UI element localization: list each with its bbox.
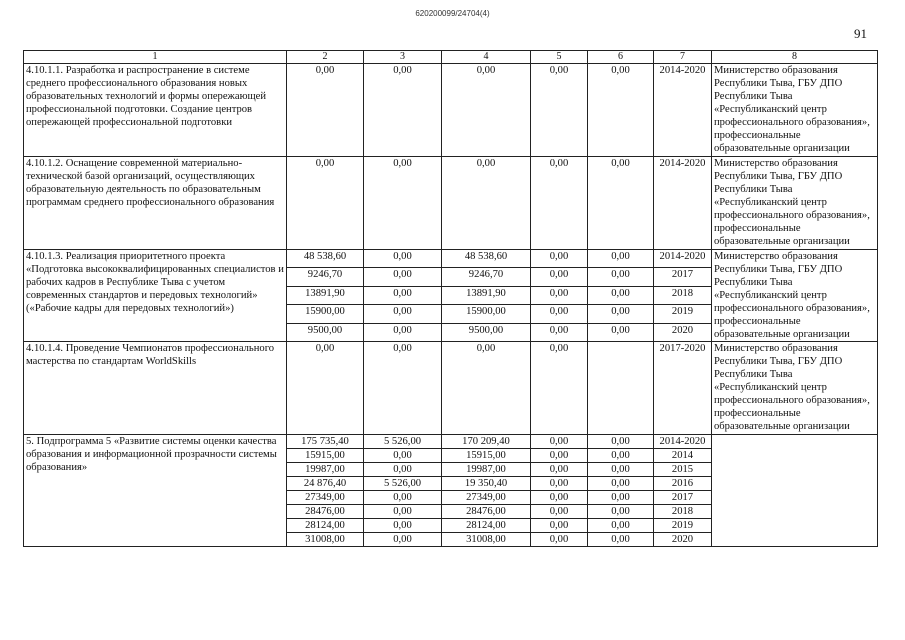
cell-c7: 2016 (654, 477, 712, 491)
cell-c3: 0,00 (364, 157, 442, 250)
header-col-4: 4 (442, 51, 531, 64)
cell-c7: 2020 (654, 323, 712, 341)
row-executor: Министерство образования Республики Тыва, ГБУ ДПО Республики Тыва «Республиканский центр профессионального образования», профессиональные образовательные организации (712, 157, 878, 250)
program-table (23, 50, 878, 547)
cell-c3: 0,00 (364, 463, 442, 477)
row-description: 4.10.1.4. Проведение Чемпионатов профессионального мастерства по стандартам WorldSkills (24, 342, 287, 435)
cell-c6: 0,00 (588, 435, 654, 449)
cell-c4: 9246,70 (442, 268, 531, 286)
cell-c7: 2017-2020 (654, 342, 712, 435)
row-description: 4.10.1.3. Реализация приоритетного проекта «Подготовка высококвалифицированных специалистов и рабочих кадров в Республике Тыва с учетом современных стандартов и передовых технологий» («Рабочие кадры для передовых технологий») (24, 250, 287, 342)
table-row (24, 157, 878, 250)
cell-c3: 0,00 (364, 268, 442, 286)
cell-c5: 0,00 (531, 435, 588, 449)
table-row (24, 250, 878, 268)
cell-c2: 48 538,60 (287, 250, 364, 268)
cell-c4: 15900,00 (442, 305, 531, 323)
cell-c2: 0,00 (287, 157, 364, 250)
cell-c2: 27349,00 (287, 491, 364, 505)
cell-c3: 0,00 (364, 64, 442, 157)
cell-c5: 0,00 (531, 463, 588, 477)
header-row (24, 51, 878, 64)
cell-c6: 0,00 (588, 491, 654, 505)
cell-c2: 0,00 (287, 342, 364, 435)
page-number: 91 (854, 26, 867, 41)
cell-c6: 0,00 (588, 505, 654, 519)
cell-c4: 0,00 (442, 157, 531, 250)
row-description: 4.10.1.1. Разработка и распространение в системе среднего профессионального образования новых образовательных технологий и формы опережающей профессиональной подготовки. Создание центров опережающей профессиональной подготовки (24, 64, 287, 157)
cell-c6: 0,00 (588, 64, 654, 157)
cell-c4: 15915,00 (442, 449, 531, 463)
cell-c5: 0,00 (531, 268, 588, 286)
cell-c6: 0,00 (588, 286, 654, 304)
cell-c5: 0,00 (531, 533, 588, 547)
cell-c6: 0,00 (588, 477, 654, 491)
header-col-1: 1 (24, 51, 287, 64)
row-executor: Министерство образования Республики Тыва, ГБУ ДПО Республики Тыва «Республиканский центр профессионального образования», профессиональные образовательные организации (712, 250, 878, 342)
row-description: 5. Подпрограмма 5 «Развитие системы оценки качества образования и информационной прозрачности системы образования» (24, 435, 287, 547)
cell-c5: 0,00 (531, 305, 588, 323)
cell-c5: 0,00 (531, 64, 588, 157)
row-description: 4.10.1.2. Оснащение современной материально-технической базой организаций, осуществляющих образовательную деятельность по образовательным программам среднего профессионального образования (24, 157, 287, 250)
cell-c7: 2020 (654, 533, 712, 547)
cell-c5: 0,00 (531, 449, 588, 463)
cell-c5: 0,00 (531, 477, 588, 491)
cell-c4: 28476,00 (442, 505, 531, 519)
cell-c3: 5 526,00 (364, 477, 442, 491)
cell-c7: 2019 (654, 519, 712, 533)
cell-c4: 0,00 (442, 64, 531, 157)
row-executor: Министерство образования Республики Тыва, ГБУ ДПО Республики Тыва «Республиканский центр профессионального образования», профессиональные образовательные организации (712, 64, 878, 157)
cell-c5: 0,00 (531, 250, 588, 268)
cell-c2: 28124,00 (287, 519, 364, 533)
cell-c3: 0,00 (364, 250, 442, 268)
cell-c4: 28124,00 (442, 519, 531, 533)
document-id: 620200099/24704(4) (415, 9, 490, 18)
row-executor: Министерство образования Республики Тыва, ГБУ ДПО Республики Тыва «Республиканский центр профессионального образования», профессиональные образовательные организации (712, 342, 878, 435)
cell-c3: 0,00 (364, 519, 442, 533)
cell-c7: 2014-2020 (654, 157, 712, 250)
cell-c2: 175 735,40 (287, 435, 364, 449)
cell-c3: 0,00 (364, 533, 442, 547)
row-executor (712, 435, 878, 547)
cell-c5: 0,00 (531, 323, 588, 341)
header-col-6: 6 (588, 51, 654, 64)
header-col-2: 2 (287, 51, 364, 64)
cell-c5: 0,00 (531, 519, 588, 533)
cell-c5: 0,00 (531, 505, 588, 519)
cell-c4: 19987,00 (442, 463, 531, 477)
cell-c2: 24 876,40 (287, 477, 364, 491)
header-col-5: 5 (531, 51, 588, 64)
cell-c3: 0,00 (364, 449, 442, 463)
cell-c5: 0,00 (531, 342, 588, 435)
cell-c5: 0,00 (531, 286, 588, 304)
table-body (24, 51, 878, 547)
cell-c2: 19987,00 (287, 463, 364, 477)
cell-c2: 15915,00 (287, 449, 364, 463)
cell-c5: 0,00 (531, 491, 588, 505)
cell-c7: 2014-2020 (654, 250, 712, 268)
cell-c2: 31008,00 (287, 533, 364, 547)
table-row (24, 435, 878, 449)
cell-c7: 2017 (654, 268, 712, 286)
cell-c6: 0,00 (588, 268, 654, 286)
cell-c2: 9500,00 (287, 323, 364, 341)
cell-c7: 2019 (654, 305, 712, 323)
cell-c3: 0,00 (364, 491, 442, 505)
cell-c7: 2017 (654, 491, 712, 505)
cell-c6 (588, 342, 654, 435)
cell-c4: 48 538,60 (442, 250, 531, 268)
cell-c4: 170 209,40 (442, 435, 531, 449)
cell-c3: 0,00 (364, 505, 442, 519)
cell-c2: 28476,00 (287, 505, 364, 519)
cell-c4: 31008,00 (442, 533, 531, 547)
header-col-7: 7 (654, 51, 712, 64)
cell-c3: 0,00 (364, 286, 442, 304)
cell-c6: 0,00 (588, 250, 654, 268)
cell-c5: 0,00 (531, 157, 588, 250)
cell-c6: 0,00 (588, 157, 654, 250)
table-row (24, 342, 878, 435)
cell-c6: 0,00 (588, 323, 654, 341)
cell-c7: 2015 (654, 463, 712, 477)
header-col-3: 3 (364, 51, 442, 64)
cell-c6: 0,00 (588, 533, 654, 547)
cell-c7: 2018 (654, 505, 712, 519)
cell-c7: 2014-2020 (654, 435, 712, 449)
cell-c7: 2018 (654, 286, 712, 304)
cell-c3: 5 526,00 (364, 435, 442, 449)
cell-c4: 0,00 (442, 342, 531, 435)
cell-c4: 19 350,40 (442, 477, 531, 491)
header-col-8: 8 (712, 51, 878, 64)
table-row (24, 64, 878, 157)
cell-c2: 13891,90 (287, 286, 364, 304)
cell-c2: 15900,00 (287, 305, 364, 323)
cell-c6: 0,00 (588, 463, 654, 477)
cell-c4: 27349,00 (442, 491, 531, 505)
cell-c3: 0,00 (364, 342, 442, 435)
cell-c6: 0,00 (588, 449, 654, 463)
cell-c3: 0,00 (364, 323, 442, 341)
cell-c6: 0,00 (588, 519, 654, 533)
cell-c3: 0,00 (364, 305, 442, 323)
cell-c4: 13891,90 (442, 286, 531, 304)
cell-c2: 0,00 (287, 64, 364, 157)
cell-c2: 9246,70 (287, 268, 364, 286)
cell-c7: 2014-2020 (654, 64, 712, 157)
cell-c7: 2014 (654, 449, 712, 463)
cell-c4: 9500,00 (442, 323, 531, 341)
cell-c6: 0,00 (588, 305, 654, 323)
